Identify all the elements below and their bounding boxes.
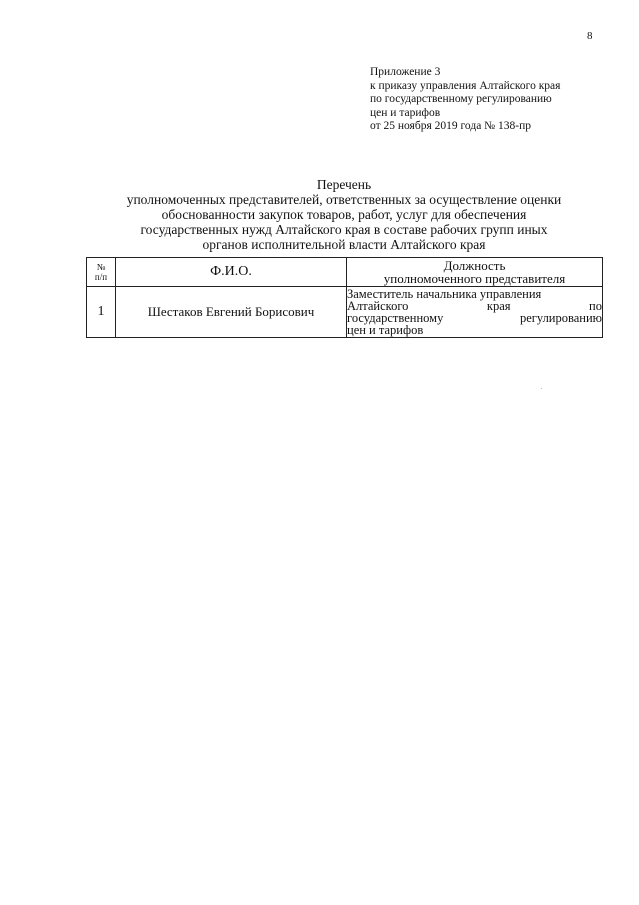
position-word: по (589, 299, 602, 313)
row-full-name: Шестаков Евгений Борисович (116, 287, 347, 338)
column-header-name: Ф.И.О. (116, 258, 347, 287)
position-word: государственному (347, 311, 444, 325)
scan-speck (541, 388, 542, 389)
heading-line: обоснованности закупок товаров, работ, услуг для обеспечения (161, 207, 527, 222)
table-header-row (87, 258, 603, 287)
heading-line: уполномоченных представителей, ответственных за осуществление оценки (126, 192, 562, 207)
appendix-title: Приложение 3 (370, 66, 441, 78)
heading-line: органов исполнительной власти Алтайского края (202, 237, 486, 252)
column-header-position-line2: уполномоченного представителя (383, 271, 566, 286)
position-line: цен и тарифов (347, 323, 424, 337)
heading-line: государственных нужд Алтайского края в составе рабочих групп иных (140, 222, 548, 237)
page-number: 8 (587, 30, 593, 42)
column-header-position (347, 258, 603, 287)
representatives-table (86, 257, 603, 338)
appendix-reference (370, 66, 560, 134)
column-header-number-abbr: п/п (94, 272, 108, 282)
position-word: регулированию (519, 311, 602, 325)
appendix-line: к приказу управления Алтайского края (370, 79, 561, 92)
position-word: Алтайского (347, 299, 409, 313)
column-header-number-symbol: № (96, 262, 106, 272)
table-row (87, 287, 603, 338)
position-word: Заместитель начальника управления (347, 287, 542, 301)
appendix-line: цен и тарифов (370, 106, 441, 119)
column-header-number (87, 258, 116, 287)
document-title: Перечень (316, 177, 372, 192)
appendix-line: от 25 ноября 2019 года № 138-пр (370, 120, 531, 132)
document-heading (86, 177, 602, 252)
position-word: края (486, 299, 511, 313)
row-position (347, 287, 603, 338)
appendix-line: по государственному регулированию (370, 93, 552, 105)
row-number: 1 (87, 287, 116, 338)
column-header-position-line1: Должность (443, 258, 506, 273)
